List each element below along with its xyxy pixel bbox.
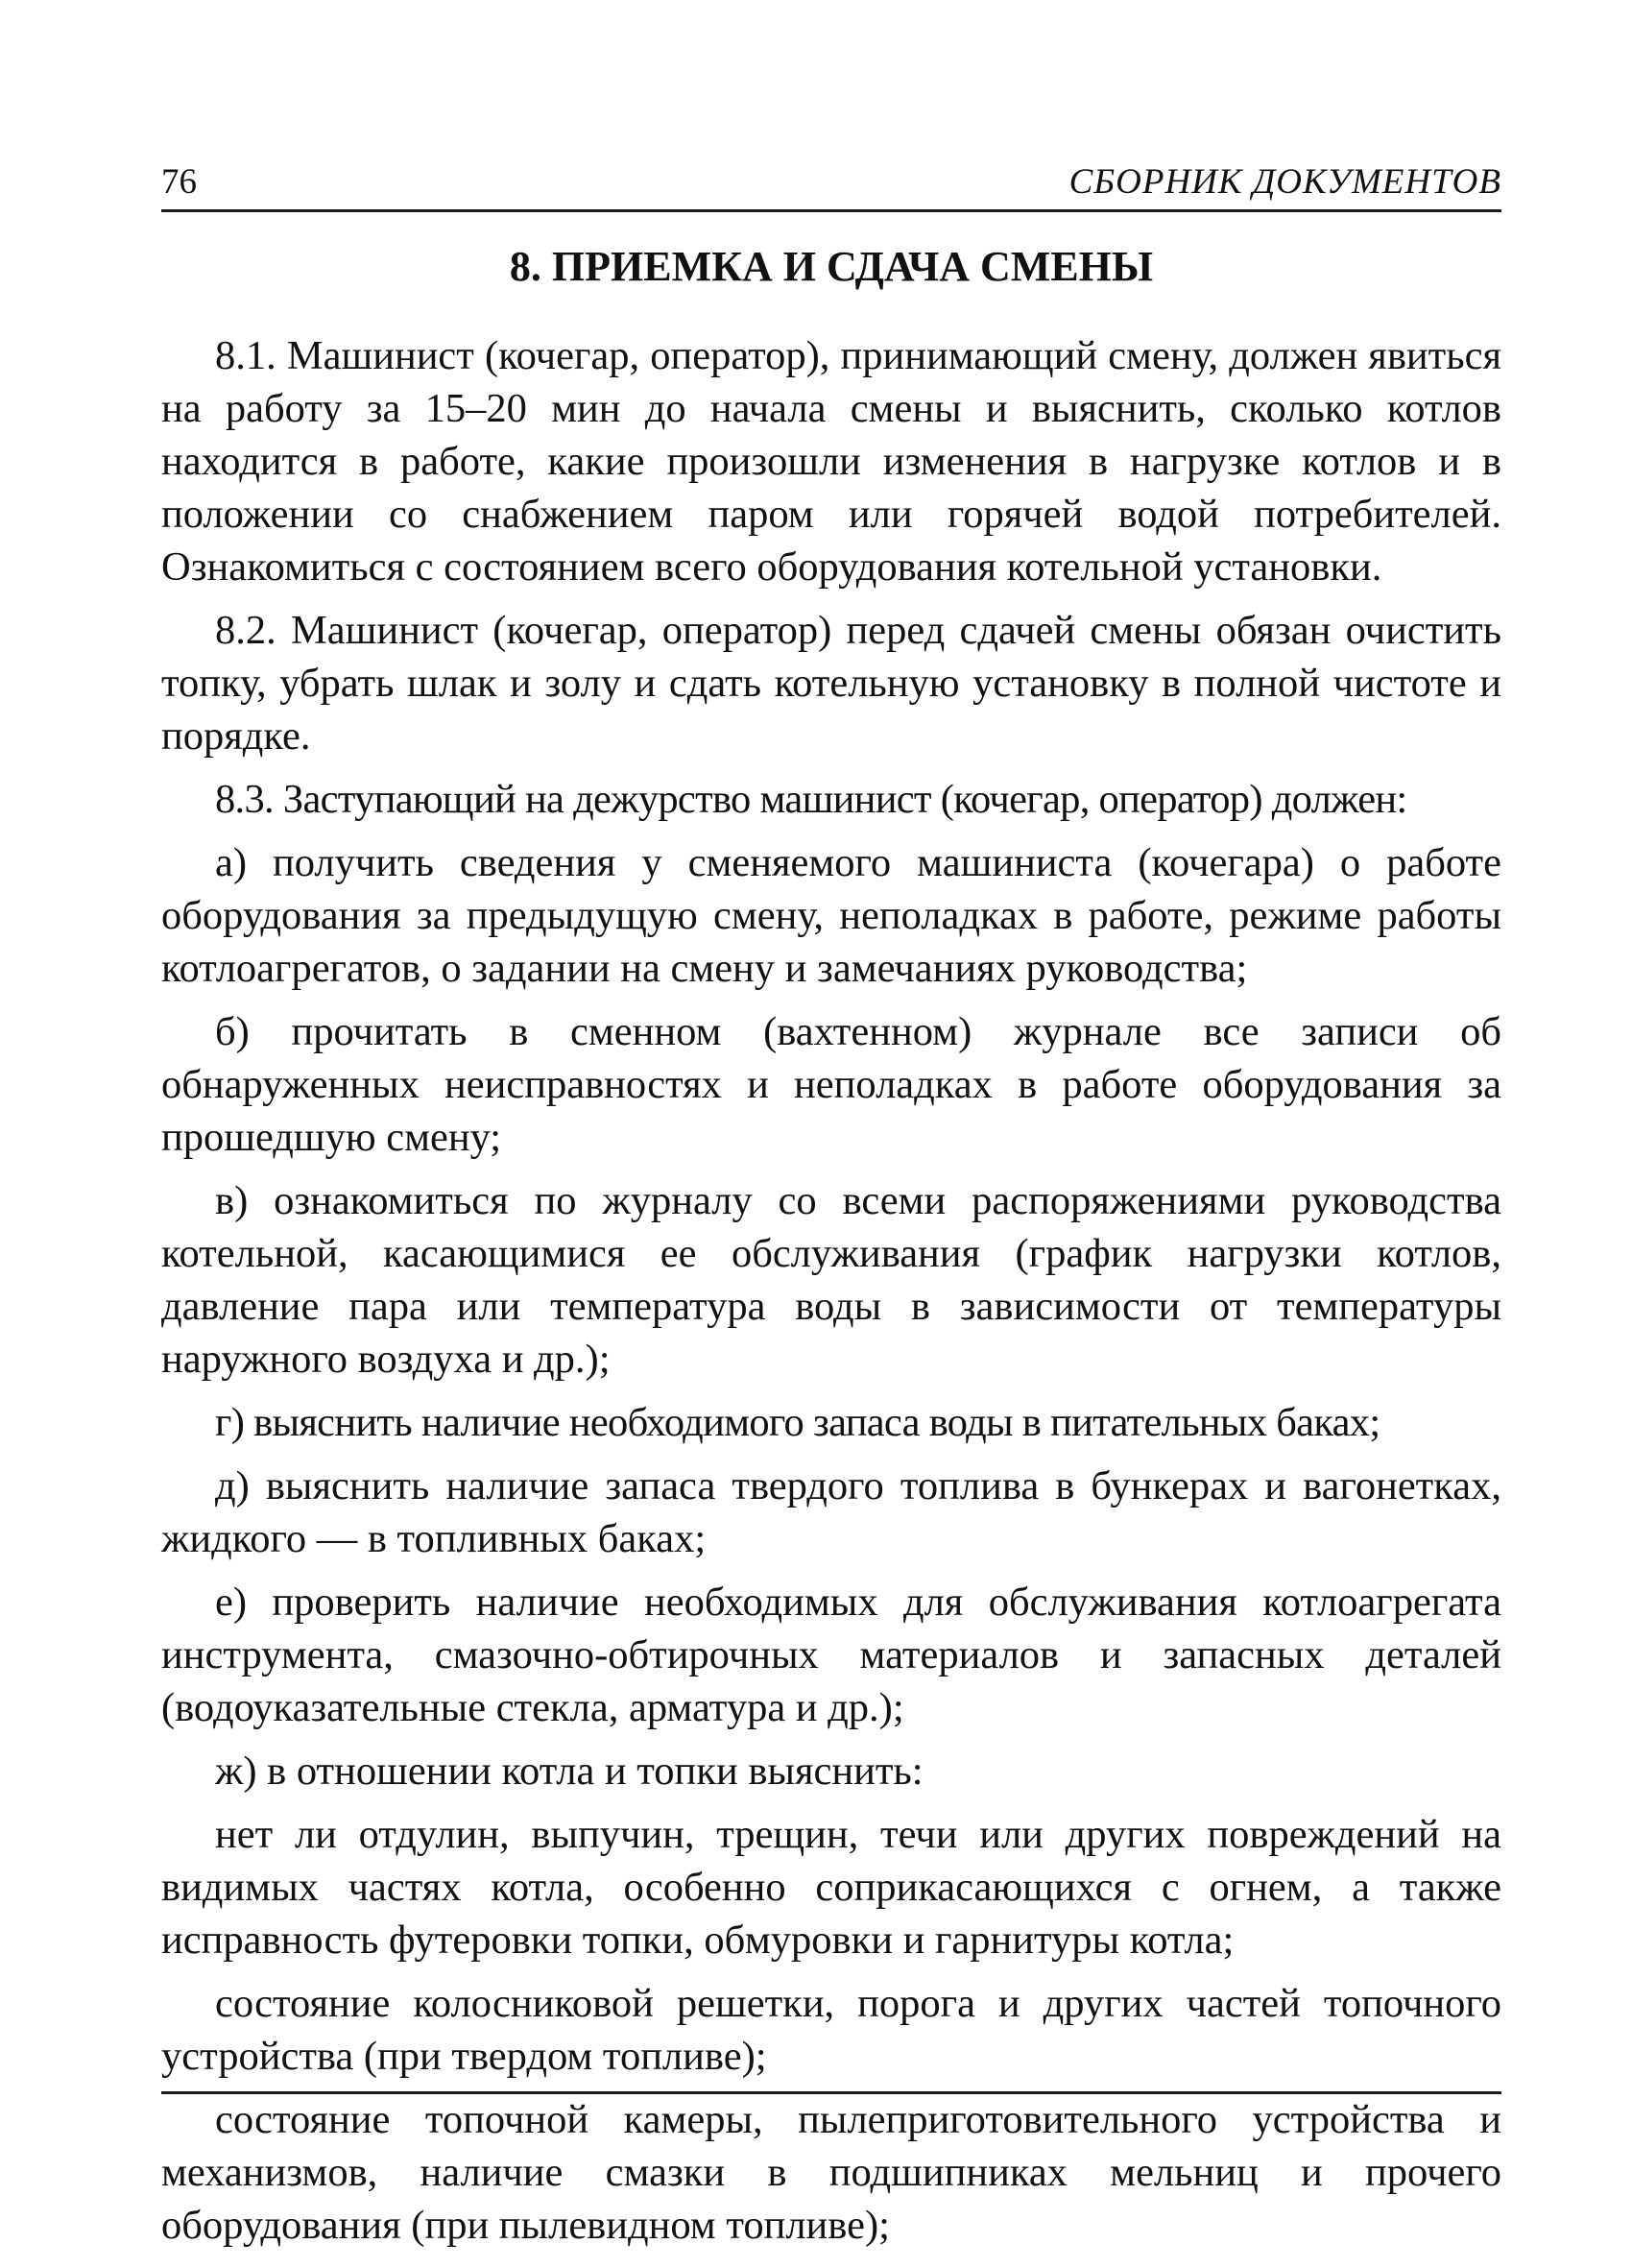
- paragraph-8-1: 8.1. Машинист (кочегар, оператор), принимающий смену, должен явиться на работу за 15–20 мин до начала смены и выяснить, сколько котлов находится в работе, какие произошли изменения в нагрузке котлов и в положении со снабжением паром или горячей водой потребителей. Ознакомиться с состоянием всего оборудования котельной установки.: [161, 333, 1501, 590]
- list-item-g: г) выяснить наличие необходимого запаса воды в питательных баках;: [215, 1400, 1380, 1445]
- list-item-a: а) получить сведения у сменяемого машиниста (кочегара) о работе оборудования за предыдущую смену, неполадках в работе, режиме работы котлоагрегатов, о задании на смену и замечаниях руководства;: [161, 840, 1501, 991]
- section-title: 8. ПРИЕМКА И СДАЧА СМЕНЫ: [509, 243, 1154, 290]
- bottom-rule: [161, 2091, 1501, 2094]
- sub-item-furnace-chamber: состояние топочной камеры, пылеприготовительного устройства и механизмов, наличие смазки в подшипниках мельниц и прочего оборудования (при пылевидном топливе);: [161, 2097, 1501, 2248]
- paragraph-8-2: 8.2. Машинист (кочегар, оператор) перед сдачей смены обязан очистить топку, убрать шлак и золу и сдать котельную установку в полной чистоте и порядке.: [161, 608, 1501, 759]
- running-header: [161, 161, 1501, 212]
- list-item-zh: ж) в отношении котла и топки выяснить:: [215, 1749, 924, 1794]
- body-text: [161, 329, 1501, 2252]
- paragraph-8-3: 8.3. Заступающий на дежурство машинист (кочегар, оператор) должен:: [215, 777, 1407, 822]
- sub-item-grate-state: состояние колосниковой решетки, порога и других частей топочного устройства (при твердом топливе);: [161, 1981, 1501, 2079]
- running-title: СБОРНИК ДОКУМЕНТОВ: [1068, 162, 1501, 202]
- list-item-d: д) выяснить наличие запаса твердого топлива в бункерах и вагонетках, жидкого — в топливных баках;: [161, 1463, 1501, 1561]
- list-item-b: б) прочитать в сменном (вахтенном) журнале все записи об обнаруженных неисправностях и неполадках в работе оборудования за прошедшую смену;: [161, 1009, 1501, 1160]
- list-item-e: е) проверить наличие необходимых для обслуживания котлоагрегата инструмента, смазочно-обтирочных материалов и запасных деталей (водоуказательные стекла, арматура и др.);: [161, 1580, 1501, 1730]
- page-number: 76: [161, 162, 197, 202]
- sub-item-boiler-damage: нет ли отдулин, выпучин, трещин, течи или других повреждений на видимых частях котла, особенно соприкасающихся с огнем, а также исправность футеровки топки, обмуровки и гарнитуры котла;: [161, 1812, 1501, 1963]
- document-page: [161, 161, 1501, 2262]
- list-item-v: в) ознакомиться по журналу со всеми распоряжениями руководства котельной, касающимися ее обслуживания (график нагрузки котлов, давление пара или температура воды в зависимости от температуры наружного воздуха и др.);: [161, 1178, 1501, 1382]
